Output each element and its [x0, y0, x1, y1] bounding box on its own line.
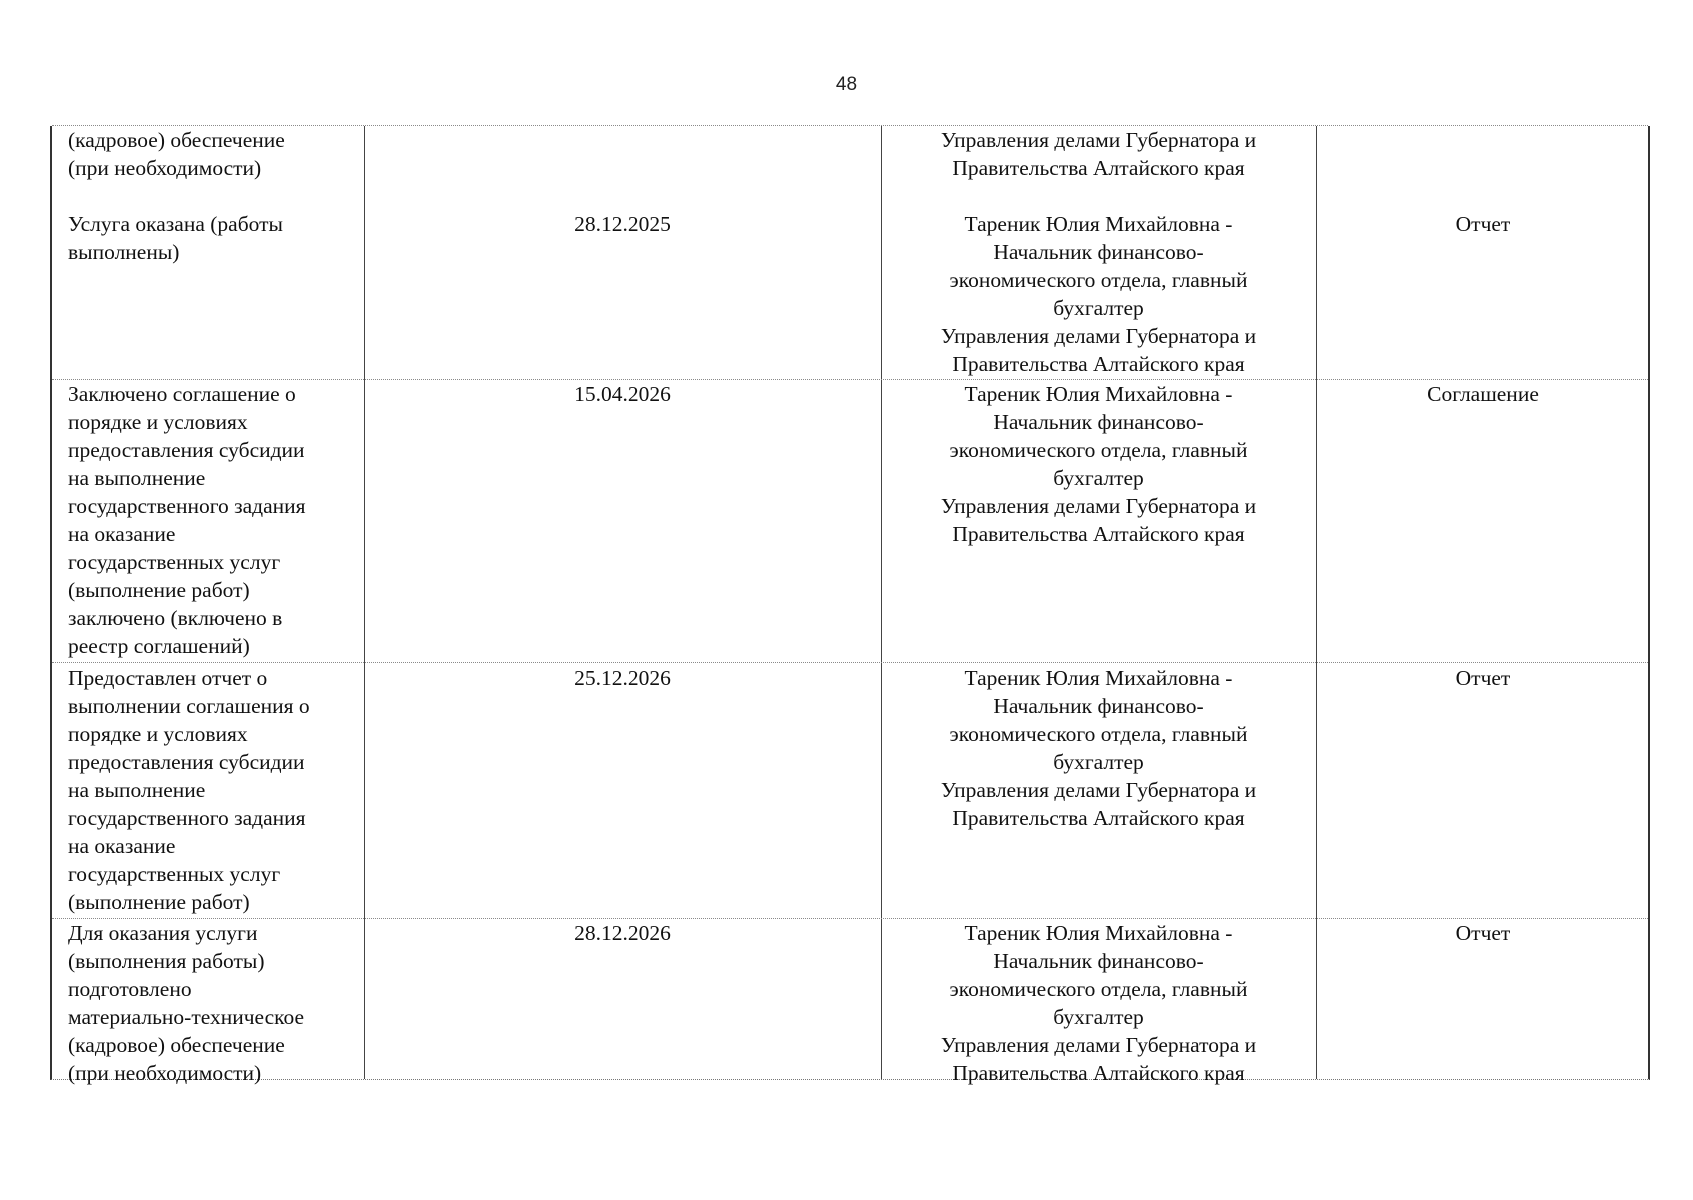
date-cell: 28.12.2026 [574, 921, 671, 945]
document-cell: Отчет [1455, 666, 1511, 690]
event-cell: (кадровое) обеспечение (при необходимости) [68, 128, 285, 180]
document-cell: Отчет [1455, 212, 1511, 236]
date-cell: 25.12.2026 [574, 666, 671, 690]
event-cell: Заключено соглашение о порядке и условиях предоставления субсидии на выполнение государственного задания на оказание государственных услуг (выполнение работ) заключено (включено в реестр соглашений) [68, 382, 306, 658]
date-cell: 28.12.2025 [574, 212, 671, 236]
responsible-cell: Управления делами Губернатора и Правительства Алтайского края [940, 128, 1257, 180]
date-cell: 15.04.2026 [574, 382, 671, 406]
responsible-cell: Тареник Юлия Михайловна - Начальник финансово- экономического отдела, главный бухгалтер Управления делами Губернатора и Правительства Алтайского края [940, 921, 1257, 1085]
event-cell: Услуга оказана (работы выполнены) [68, 212, 283, 264]
responsible-cell: Тареник Юлия Михайловна - Начальник финансово- экономического отдела, главный бухгалтер Управления делами Губернатора и Правительства Алтайского края [940, 666, 1257, 830]
document-cell: Соглашение [1427, 382, 1539, 406]
event-cell: Для оказания услуги (выполнения работы) подготовлено материально-техническое (кадровое) обеспечение (при необходимости) [68, 921, 305, 1085]
document-cell: Отчет [1455, 921, 1511, 945]
row-divider [52, 662, 1648, 663]
responsible-cell: Тареник Юлия Михайловна - Начальник финансово- экономического отдела, главный бухгалтер Управления делами Губернатора и Правительства Алтайского края [940, 212, 1257, 376]
plan-table [50, 126, 1650, 1085]
responsible-cell: Тареник Юлия Михайловна - Начальник финансово- экономического отдела, главный бухгалтер Управления делами Губернатора и Правительства Алтайского края [940, 382, 1257, 546]
page-number: 48 [835, 74, 858, 95]
event-cell: Предоставлен отчет о выполнении соглашения о порядке и условиях предоставления субсидии на выполнение государственного задания на оказание государственных услуг (выполнение работ) [68, 666, 310, 914]
